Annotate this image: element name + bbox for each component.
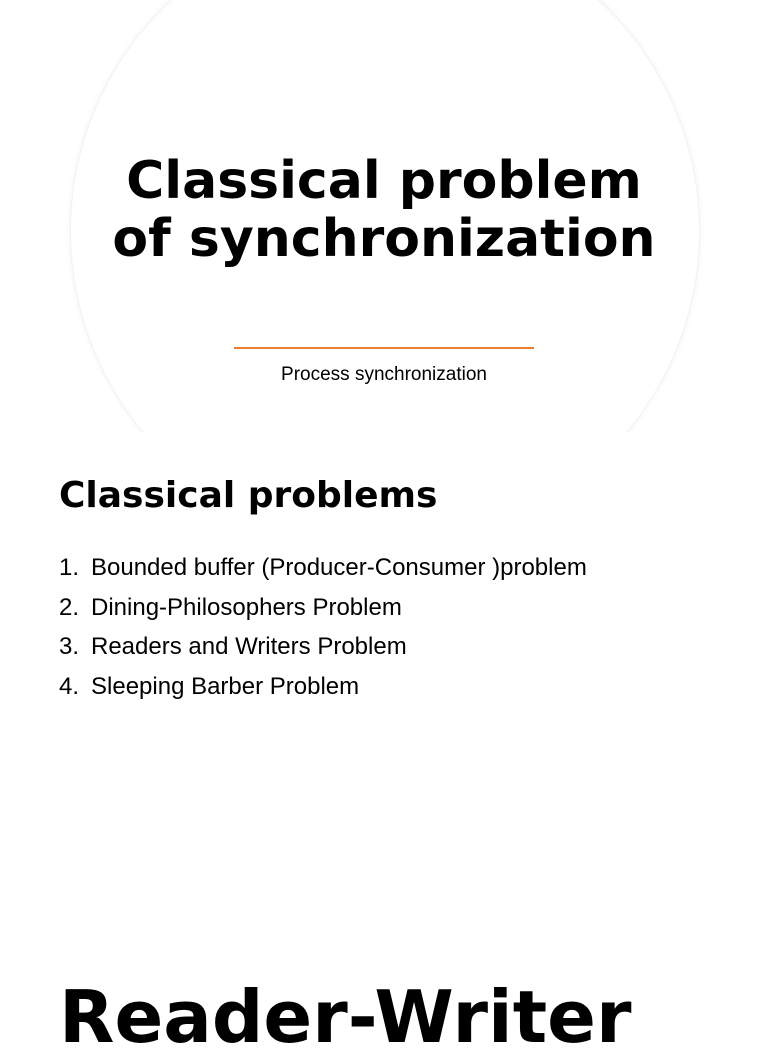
problems-slide: [0, 432, 768, 942]
title-divider: [234, 347, 534, 349]
slide-title-line-1: Classical problem: [126, 151, 642, 211]
list-item: [59, 548, 587, 588]
list-item-text: Bounded buffer (Producer-Consumer )problem: [91, 554, 587, 581]
slide-title: [0, 152, 768, 268]
next-slide-heading: Reader-Writer: [59, 975, 632, 1059]
list-item-number: 3.: [59, 633, 80, 660]
list-item-text: Readers and Writers Problem: [91, 633, 407, 660]
slide-subtitle: Process synchronization: [281, 364, 487, 385]
list-item: [59, 588, 587, 628]
list-item-text: Dining-Philosophers Problem: [91, 593, 402, 621]
list-item-number: 4.: [59, 672, 80, 700]
problem-list: [59, 548, 587, 706]
slide-title-line-2: of synchronization: [112, 209, 656, 269]
list-item: [59, 667, 587, 707]
list-item-number: 2.: [59, 593, 80, 621]
list-item-number: 1.: [59, 554, 80, 581]
problems-heading: Classical problems: [59, 475, 438, 516]
title-slide: [0, 0, 768, 432]
list-item-text: Sleeping Barber Problem: [91, 672, 360, 700]
list-item: [59, 627, 587, 667]
